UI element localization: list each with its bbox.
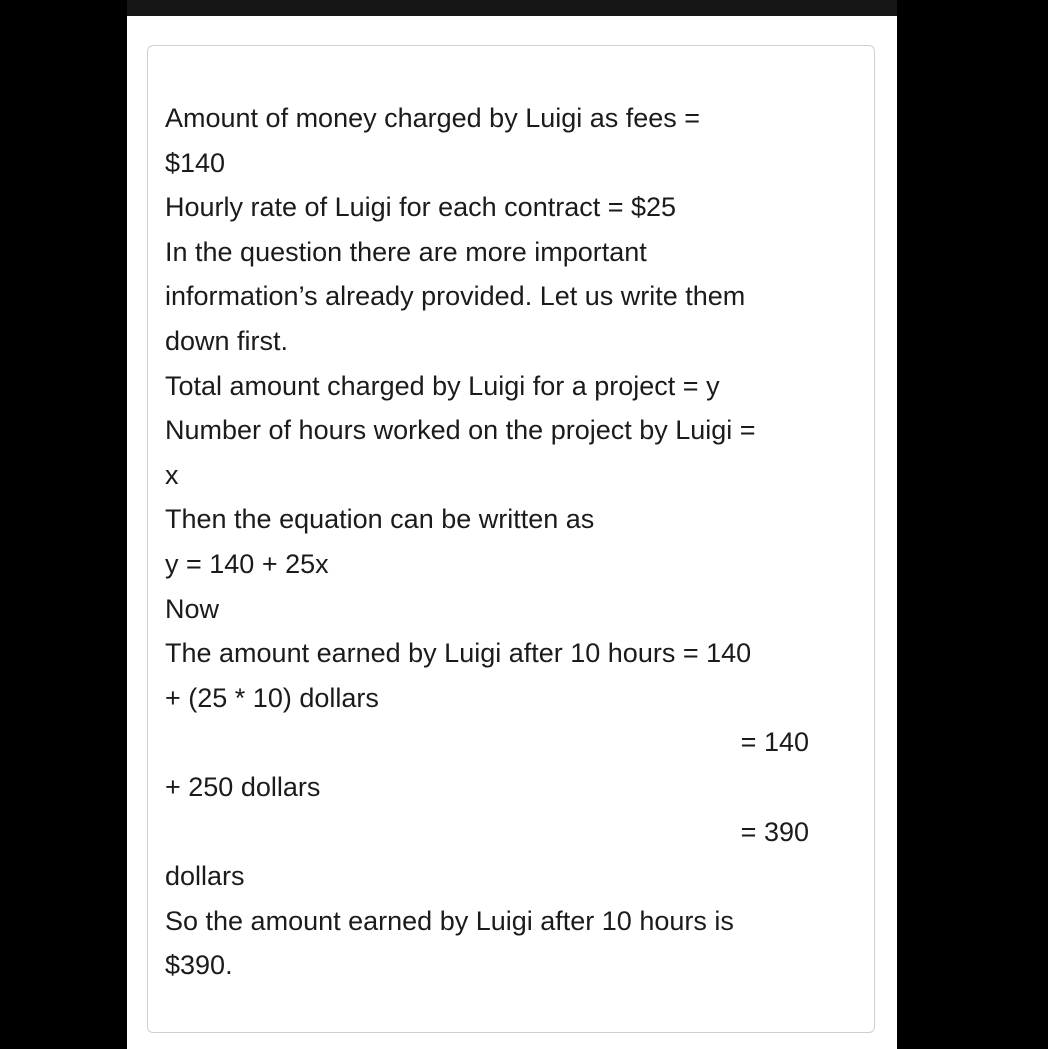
answer-line: dollars (165, 861, 245, 892)
answer-line: + (25 * 10) dollars (165, 682, 379, 713)
equation-line: y = 140 + 25x (165, 548, 329, 579)
answer-line: Then the equation can be written as (165, 504, 595, 535)
answer-line: The amount earned by Luigi after 10 hours = 140 (165, 638, 752, 669)
answer-line: information’s already provided. Let us write them (165, 281, 746, 312)
answer-line: In the question there are more important (165, 236, 647, 267)
top-bar (127, 0, 897, 16)
answer-text (165, 96, 825, 988)
answer-line: down first. (165, 325, 289, 356)
answer-line: $140 (165, 147, 226, 178)
answer-line: x (165, 459, 179, 490)
answer-line: Amount of money charged by Luigi as fees = (165, 103, 701, 133)
conclusion-line: $390. (165, 950, 233, 981)
calc-step-line: = 140 (740, 727, 809, 758)
document-page (127, 0, 897, 1049)
calc-result-line: = 390 (740, 816, 809, 847)
conclusion-line: So the amount earned by Luigi after 10 hours is (165, 905, 734, 936)
answer-line: + 250 dollars (165, 771, 321, 802)
answer-line: Number of hours worked on the project by Luigi = (165, 415, 756, 446)
answer-line: Hourly rate of Luigi for each contract = $25 (165, 192, 677, 223)
answer-line: Total amount charged by Luigi for a project = y (165, 370, 720, 401)
answer-line: Now (165, 593, 220, 624)
